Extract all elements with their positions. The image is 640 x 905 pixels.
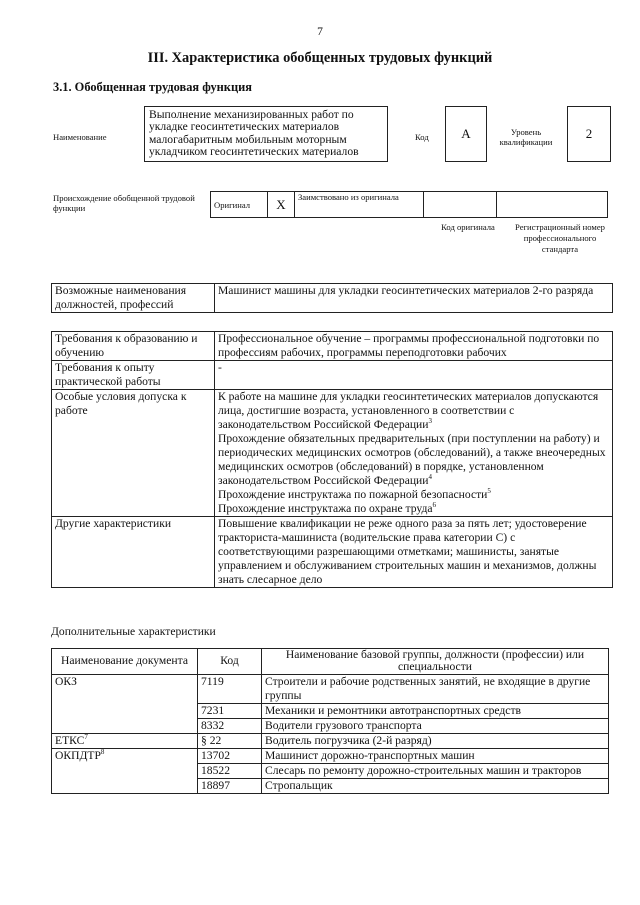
positions-label: Возможные наименования должностей, профессий	[52, 284, 215, 313]
header-doc: Наименование документа	[52, 649, 198, 675]
classifier-code: § 22	[198, 733, 262, 748]
footnote-ref: 8	[100, 747, 105, 756]
page-number: 7	[317, 25, 323, 38]
footnote-ref: 7	[84, 732, 88, 741]
requirement-row	[52, 361, 613, 390]
requirement-text: -	[218, 361, 222, 374]
additional-table	[51, 648, 609, 794]
requirement-text: Повышение квалификации не реже одного раза за пять лет; удостоверение тракториста-машиниста (водительские права категории С) с соответствующими разрешающими отметками; машинисты, занятые управлением и обслуживанием строительных машин и механизмов, должны знать слесарное дело	[218, 517, 597, 586]
classifier-code: 7231	[198, 703, 262, 718]
requirement-value	[215, 332, 613, 361]
requirement-label: Особые условия допуска к работе	[52, 390, 215, 517]
classifier-code: 18897	[198, 778, 262, 793]
positions-value: Машинист машины для укладки геосинтетических материалов 2-го разряда	[215, 284, 613, 313]
original-mark: X	[268, 192, 295, 218]
section-title: III. Характеристика обобщенных трудовых функций	[147, 50, 493, 66]
classifier-name: Механики и ремонтники автотранспортных средств	[262, 703, 609, 718]
classifier-name: Водители грузового транспорта	[262, 718, 609, 733]
origin-label: Происхождение обобщенной трудовой функции	[53, 193, 195, 213]
classifier-name: Стропальщик	[262, 778, 609, 793]
borrowed-label: Заимствовано из оригинала	[295, 192, 424, 218]
requirement-line	[218, 361, 609, 375]
requirement-value	[215, 361, 613, 390]
classifier-row	[52, 733, 609, 748]
requirement-line	[218, 517, 609, 587]
requirement-text: Профессиональное обучение – программы профессиональной подготовки по профессиям рабочих, программы переподготовки рабочих	[218, 332, 600, 359]
code-original-label: Код оригинала	[441, 222, 495, 232]
code-original-cell	[424, 192, 497, 218]
requirement-row	[52, 517, 613, 588]
requirement-text: Прохождение инструктажа по охране труда	[218, 502, 433, 515]
requirement-row	[52, 390, 613, 517]
classifier-doc-name: ЕТКС	[55, 733, 85, 747]
classifier-doc	[52, 733, 198, 748]
requirement-text: К работе на машине для укладки геосинтетических материалов допускаются лица, достигшие возраста, установленного в соответствии с законодательством Российской Федерации	[218, 390, 599, 431]
classifier-doc	[52, 748, 198, 793]
positions-table	[51, 283, 613, 313]
requirement-label: Требования к опыту практической работы	[52, 361, 215, 390]
classifier-name: Слесарь по ремонту дорожно-строительных машин и тракторов	[262, 763, 609, 778]
footnote-ref: 4	[428, 473, 432, 481]
requirement-line	[218, 502, 609, 516]
level-value-box: 2	[567, 106, 611, 162]
footnote-ref: 6	[432, 501, 437, 509]
classifier-code: 13702	[198, 748, 262, 763]
footnote-ref: 5	[487, 487, 491, 495]
classifier-doc-name: ОКПДТР	[55, 748, 101, 762]
function-name-box: Выполнение механизированных работ по укладке геосинтетических материалов малогабаритным мобильным моторным укладчиком геосинтетических материалов	[144, 106, 388, 162]
requirement-text: Прохождение обязательных предварительных (при поступлении на работу) и периодических медицинских осмотров (обследований), а также внеочередных медицинских осмотров (обследований) в порядке, установленном законодательством Российской Федерации	[218, 432, 606, 487]
name-label: Наименование	[53, 132, 107, 142]
header-name: Наименование базовой группы, должности (профессии) или специальности	[262, 649, 609, 675]
additional-title: Дополнительные характеристики	[51, 625, 216, 638]
reg-number-label: Регистрационный номер профессионального стандарта	[515, 222, 605, 254]
classifier-row	[52, 748, 609, 763]
requirement-line	[218, 488, 609, 502]
requirements-table	[51, 331, 613, 588]
footnote-ref: 3	[428, 417, 432, 425]
level-label: Уровень квалификации	[499, 127, 553, 147]
requirement-line	[218, 332, 609, 360]
classifier-name: Строители и рабочие родственных занятий, не входящие в другие группы	[262, 674, 609, 703]
reg-number-cell	[497, 192, 608, 218]
original-label: Оригинал	[211, 192, 268, 218]
classifier-name: Водитель погрузчика (2-й разряд)	[262, 733, 609, 748]
classifier-row	[52, 674, 609, 703]
function-code-box: A	[445, 106, 487, 162]
header-code: Код	[198, 649, 262, 675]
requirement-value	[215, 517, 613, 588]
requirement-line	[218, 390, 609, 432]
requirement-row	[52, 332, 613, 361]
classifier-code: 8332	[198, 718, 262, 733]
requirement-label: Требования к образованию и обучению	[52, 332, 215, 361]
code-label: Код	[415, 132, 429, 142]
classifier-doc-name: ОКЗ	[55, 674, 77, 688]
requirement-value	[215, 390, 613, 517]
classifier-doc	[52, 674, 198, 733]
classifier-code: 7119	[198, 674, 262, 703]
subsection-title: 3.1. Обобщенная трудовая функция	[53, 80, 252, 94]
requirement-label: Другие характеристики	[52, 517, 215, 588]
classifier-name: Машинист дорожно-транспортных машин	[262, 748, 609, 763]
requirement-text: Прохождение инструктажа по пожарной безопасности	[218, 488, 488, 501]
requirement-line	[218, 432, 609, 488]
origin-table	[210, 191, 608, 218]
classifier-code: 18522	[198, 763, 262, 778]
